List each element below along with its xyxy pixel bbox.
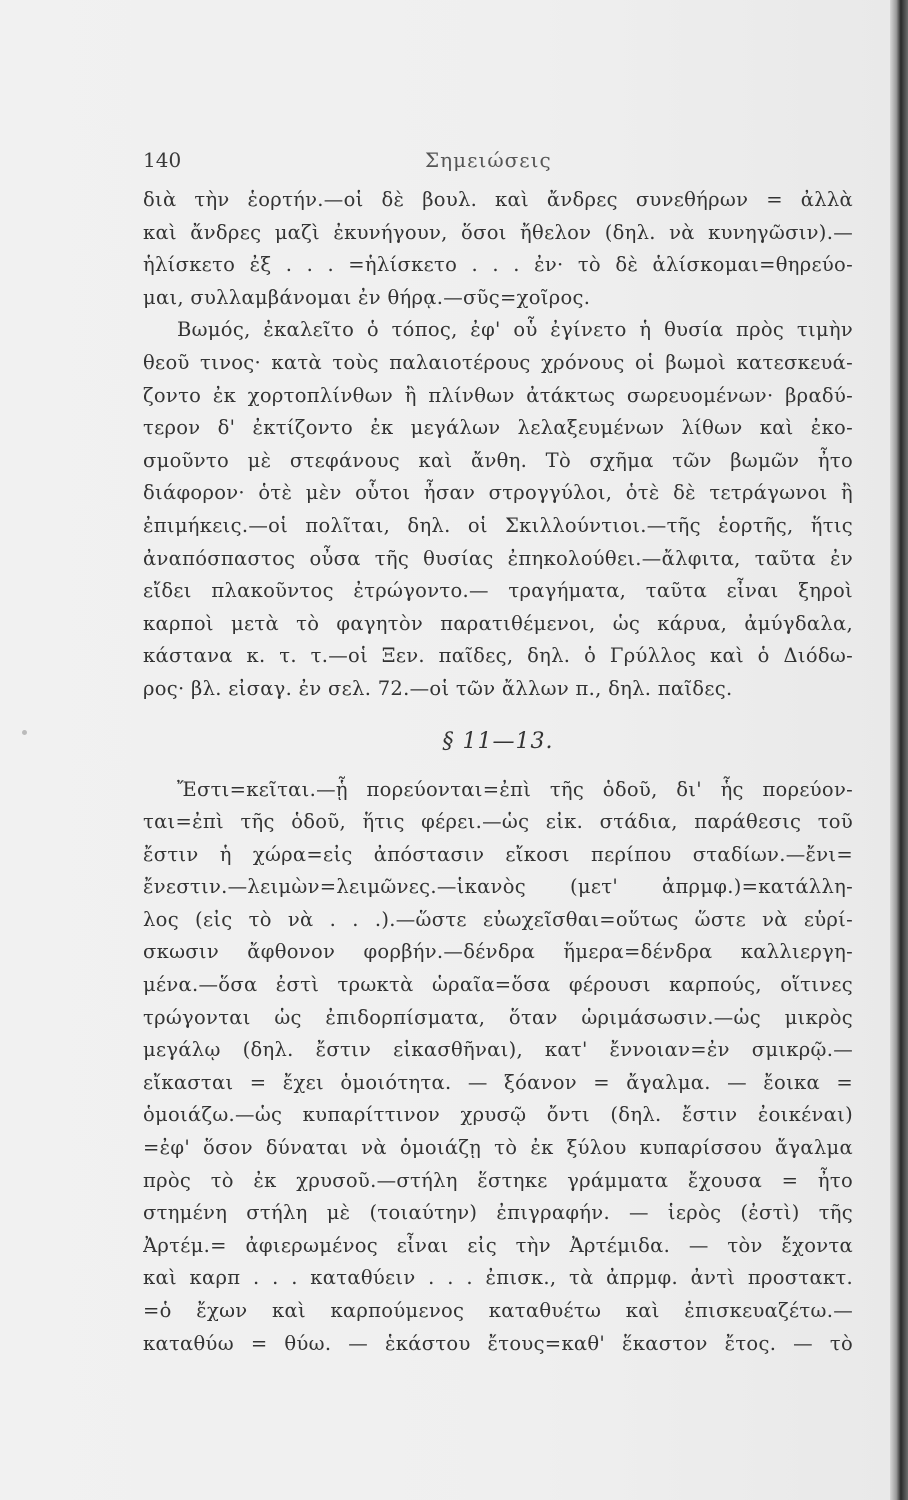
page-header [143,148,843,178]
text-line: διάφορον· ὁτὲ μὲν οὗτοι ἦσαν στρογγύλοι, ὁτὲ δὲ τετράγωνοι ἢ [143,481,853,505]
text-line: ζοντο ἐκ χορτοπλίνθων ἢ πλίνθων ἀτάκτως σωρευομένων· βραδύ- [143,383,853,407]
text-line: Ἔστι=κεῖται.—ᾗ πορεύονται=ἐπὶ τῆς ὁδοῦ, δι' ἧς πορεύον- [177,777,853,801]
text-line: καὶ καρπ . . . καταθύειν . . . ἐπισκ., τὰ ἀπρμφ. ἀντὶ προστακτ. [143,1266,853,1290]
text-line: κάστανα κ. τ. τ.—οἱ Ξεν. παῖδες, δηλ. ὁ Γρύλλος καὶ ὁ Διόδω- [143,644,853,668]
text-line: ἐπιμήκεις.—οἱ πολῖται, δηλ. οἱ Σκιλλούντιοι.—τῆς ἑορτῆς, ἥτις [143,513,853,537]
text-line: τρώγονται ὡς ἐπιδορπίσματα, ὅταν ὡριμάσωσιν.—ὡς μικρὸς [143,1005,853,1029]
paper-speck [22,730,27,735]
page-number: 140 [143,148,182,172]
text-line: σκωσιν ἄφθονον φορβήν.—δένδρα ἥμερα=δένδρα καλλιεργη- [143,940,853,964]
text-line: μαι, συλλαμβάνομαι ἐν θήρᾳ.—σῦς=χοῖρος. [143,285,591,309]
text-line: εἴκασται = ἔχει ὁμοιότητα. — ξόανον = ἄγαλμα. — ἔοικα = [143,1070,853,1094]
text-line: καρποὶ μετὰ τὸ φαγητὸν παρατιθέμενοι, ὡς κάρυα, ἀμύγδαλα, [143,611,853,635]
text-line: διὰ τὴν ἑορτήν.—οἱ δὲ βουλ. καὶ ἄνδρες συνεθήρων = ἀλλὰ [143,188,853,211]
text-line: ἔνεστιν.—λειμὼν=λειμῶνες.—ἱκανὸς (μετ' ἀπρμφ.)=κατάλλη- [143,875,853,899]
text-line: ὁμοιάζω.—ὡς κυπαρίττινον χρυσῷ ὄντι (δηλ. ἔστιν ἐοικέναι) [143,1103,853,1127]
text-line: θεοῦ τινος· κατὰ τοὺς παλαιοτέρους χρόνους οἱ βωμοὶ κατεσκευά- [143,350,853,374]
running-head: Σημειώσεις [425,148,552,172]
text-line: ρος· βλ. εἰσαγ. ἐν σελ. 72.—οἱ τῶν ἄλλων π., δηλ. παῖδες. [143,676,733,700]
text-line: ἔστιν ἡ χώρα=εἰς ἀπόστασιν εἴκοσι περίπου σταδίων.—ἔνι= [143,842,853,866]
text-line: μένα.—ὅσα ἐστὶ τρωκτὰ ὡραῖα=ὅσα φέρουσι καρπούς, οἵτινες [143,973,853,997]
text-line: καταθύω = θύω. — ἑκάστου ἔτους=καθ' ἕκαστον ἔτος. — τὸ [143,1331,853,1355]
text-line: ται=ἐπὶ τῆς ὁδοῦ, ἥτις φέρει.—ὡς εἰκ. στάδια, παράθεσις τοῦ [143,810,853,834]
text-line: μεγάλῳ (δηλ. ἔστιν εἰκασθῆναι), κατ' ἔννοιαν=ἐν σμικρῷ.— [143,1038,853,1062]
text-line: ἀναπόσπαστος οὖσα τῆς θυσίας ἐπηκολούθει.—ἄλφιτα, ταῦτα ἐν [143,546,853,570]
text-line: =ὁ ἔχων καὶ καρπούμενος καταθυέτω καὶ ἐπισκευαζέτω.— [143,1299,853,1322]
text-line: λος (εἰς τὸ νὰ . . .).—ὥστε εὐωχεῖσθαι=οὕτως ὥστε νὰ εὑρί- [143,907,853,931]
text-line: πρὸς τὸ ἐκ χρυσοῦ.—στήλη ἕστηκε γράμματα ἔχουσα = ἦτο [143,1168,853,1192]
text-line: στημένη στήλη μὲ (τοιαύτην) ἐπιγραφήν. — ἱερὸς (ἐστὶ) τῆς [143,1201,853,1225]
body-text [143,184,853,1360]
text-line: τερον δ' ἐκτίζοντο ἐκ μεγάλων λελαξευμένων λίθων καὶ ἐκο- [143,416,853,440]
text-line: ἡλίσκετο ἐξ . . . =ἡλίσκετο . . . ἐν· τὸ δὲ ἁλίσκομαι=θηρεύο- [143,253,853,277]
text-line: καὶ ἄνδρες μαζὶ ἐκυνήγουν, ὅσοι ἤθελον (δηλ. νὰ κυνηγῶσιν).— [143,220,853,244]
text-line: =ἐφ' ὅσον δύναται νὰ ὁμοιάζῃ τὸ ἐκ ξύλου κυπαρίσσου ἄγαλμα [143,1136,853,1160]
text-line: εἴδει πλακοῦντος ἐτρώγοντο.— τραγήματα, ταῦτα εἶναι ξηροὶ [143,579,853,603]
text-line: σμοῦντο μὲ στεφάνους καὶ ἄνθη. Τὸ σχῆμα τῶν βωμῶν ἦτο [143,448,853,472]
text-line: Βωμός, ἐκαλεῖτο ὁ τόπος, ἐφ' οὗ ἐγίνετο ἡ θυσία πρὸς τιμὴν [177,318,853,342]
book-spine-shadow [890,0,908,1500]
text-line: Ἀρτέμ.= ἀφιερωμένος εἶναι εἰς τὴν Ἀρτέμιδα. — τὸν ἔχοντα [143,1233,853,1257]
section-heading: § 11—13. [442,728,554,754]
